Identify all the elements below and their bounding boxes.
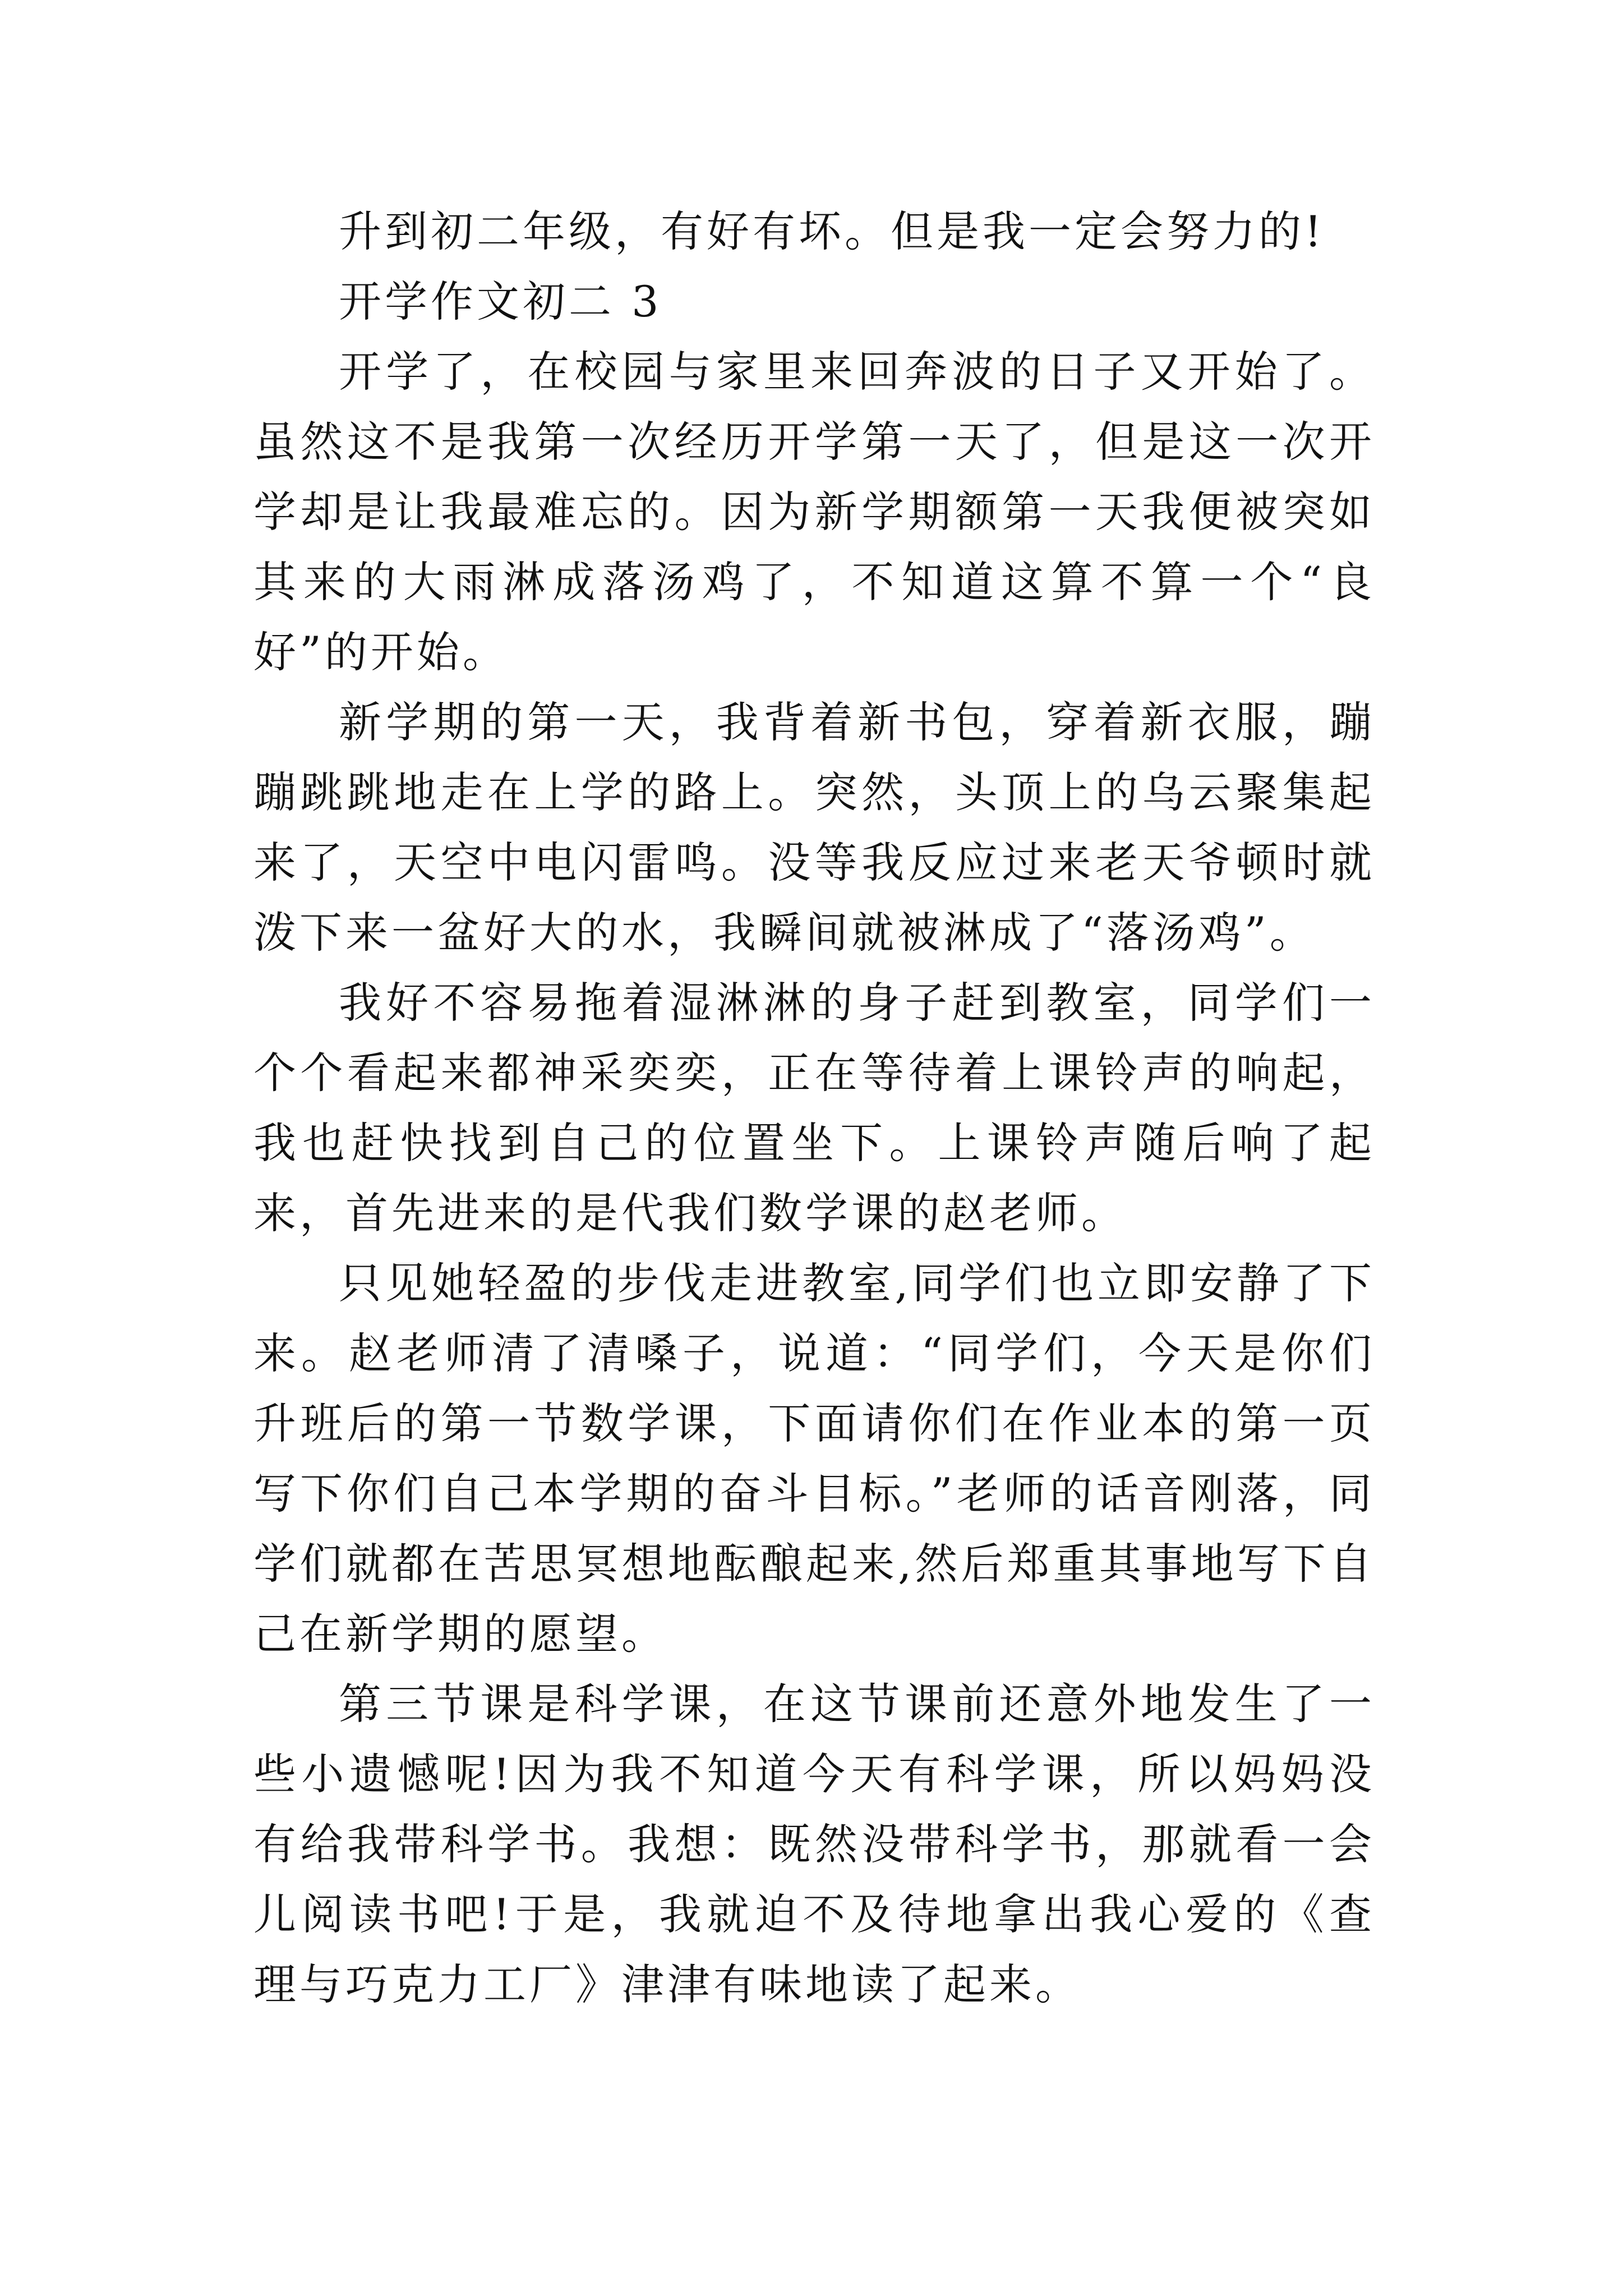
paragraph-1: 升到初二年级，有好有坏。但是我一定会努力的! <box>339 206 1325 256</box>
paragraph-5: 只见她轻盈的步伐走进教室,同学们也立即安静了下来。赵老师清了清嗓子，说道：“同学们，今天是你们升班后的第一节数学课，下面请你们在作业本的第一页写下你们自己本学期的奋斗目标。”老师的话音刚落，同学们就都在苦思冥想地酝酿起来,然后郑重其事地写下自己在新学期的愿望。 <box>253 1258 1375 1659</box>
essay-title: 开学作文初二 3 <box>339 277 662 326</box>
paragraph-4: 我好不容易拖着湿淋淋的身子赶到教室，同学们一个个看起来都神采奕奕，正在等待着上课铃声的响起，我也赶快找到自己的位置坐下。上课铃声随后响了起来，首先进来的是代我们数学课的赵老师。 <box>253 978 1375 1238</box>
document-body <box>253 196 1375 2019</box>
paragraph-2: 开学了，在校园与家里来回奔波的日子又开始了。虽然这不是我第一次经历开学第一天了，但是这一次开学却是让我最难忘的。因为新学期额第一天我便被突如其来的大雨淋成落汤鸡了，不知道这算不算一个“良好”的开始。 <box>253 347 1375 677</box>
paragraph-3: 新学期的第一天，我背着新书包，穿着新衣服，蹦蹦跳跳地走在上学的路上。突然，头顶上的乌云聚集起来了，天空中电闪雷鸣。没等我反应过来老天爷顿时就泼下来一盆好大的水，我瞬间就被淋成了“落汤鸡”。 <box>253 697 1375 958</box>
paragraph-6: 第三节课是科学课，在这节课前还意外地发生了一些小遗憾呢!因为我不知道今天有科学课，所以妈妈没有给我带科学书。我想：既然没带科学书，那就看一会儿阅读书吧!于是，我就迫不及待地拿出我心爱的《查理与巧克力工厂》津津有味地读了起来。 <box>253 1679 1375 2009</box>
